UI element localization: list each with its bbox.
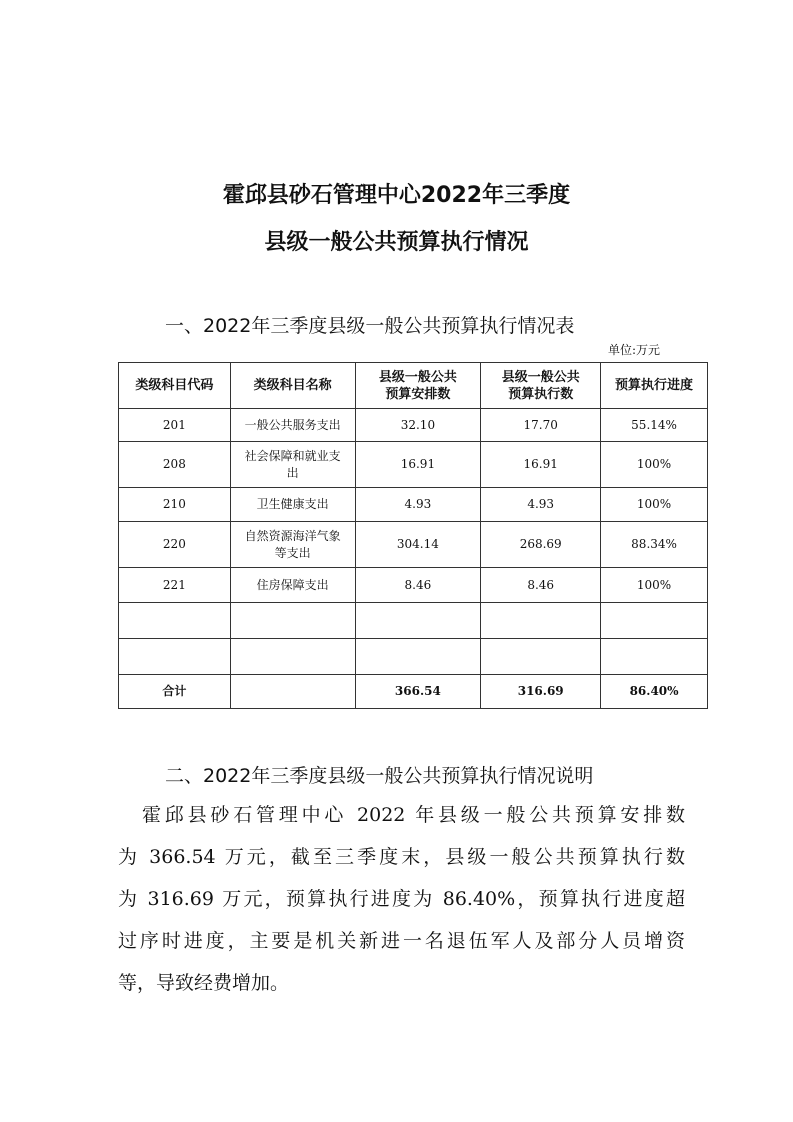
table-header-row xyxy=(119,363,708,409)
cell-budget xyxy=(355,603,481,639)
cell-code: 208 xyxy=(119,442,231,488)
table-row xyxy=(119,488,708,522)
cell-budget: 8.46 xyxy=(355,568,481,603)
cell-executed: 4.93 xyxy=(481,488,601,522)
table-row xyxy=(119,639,708,675)
cell-progress: 88.34% xyxy=(601,522,708,568)
total-executed: 316.69 xyxy=(481,675,601,709)
budget-table xyxy=(118,362,708,709)
cell-progress: 100% xyxy=(601,488,708,522)
cell-name xyxy=(230,639,355,675)
cell-budget: 32.10 xyxy=(355,409,481,442)
document-title-line1: 霍邱县砂石管理中心2022年三季度 xyxy=(222,183,571,208)
header-budget xyxy=(355,363,481,409)
cell-name: 住房保障支出 xyxy=(230,568,355,603)
header-name: 类级科目名称 xyxy=(230,363,355,409)
cell-code: 221 xyxy=(119,568,231,603)
table-row xyxy=(119,522,708,568)
paragraph-line: 等，导致经费增加。 xyxy=(118,972,290,994)
total-progress: 86.40% xyxy=(601,675,708,709)
header-progress: 预算执行进度 xyxy=(601,363,708,409)
section2-heading: 二、2022年三季度县级一般公共预算执行情况说明 xyxy=(165,765,594,787)
section1-heading: 一、2022年三季度县级一般公共预算执行情况表 xyxy=(165,315,575,337)
cell-progress: 55.14% xyxy=(601,409,708,442)
cell-code: 210 xyxy=(119,488,231,522)
cell-name: 一般公共服务支出 xyxy=(230,409,355,442)
cell-name: 卫生健康支出 xyxy=(230,488,355,522)
header-budget-l1: 县级一般公共 xyxy=(378,369,457,385)
paragraph-line: 为 366.54 万元，截至三季度末，县级一般公共预算执行数 xyxy=(118,846,685,868)
cell-executed: 268.69 xyxy=(481,522,601,568)
cell-progress xyxy=(601,603,708,639)
cell-name xyxy=(230,603,355,639)
paragraph-line: 为 316.69 万元，预算执行进度为 86.40%，预算执行进度超 xyxy=(118,888,685,910)
cell-budget: 304.14 xyxy=(355,522,481,568)
cell-executed xyxy=(481,603,601,639)
cell-code xyxy=(119,603,231,639)
cell-executed xyxy=(481,639,601,675)
cell-budget: 16.91 xyxy=(355,442,481,488)
cell-executed: 17.70 xyxy=(481,409,601,442)
cell-progress: 100% xyxy=(601,442,708,488)
cell-executed: 8.46 xyxy=(481,568,601,603)
total-code: 合计 xyxy=(119,675,231,709)
table-row xyxy=(119,568,708,603)
total-budget: 366.54 xyxy=(355,675,481,709)
cell-budget: 4.93 xyxy=(355,488,481,522)
document-title-line2: 县级一般公共预算执行情况 xyxy=(264,230,529,255)
explanation-paragraph xyxy=(118,794,685,1004)
cell-code: 201 xyxy=(119,409,231,442)
cell-name: 社会保障和就业支出 xyxy=(230,442,355,488)
header-executed-l2: 预算执行数 xyxy=(508,386,574,402)
total-name xyxy=(230,675,355,709)
table-row xyxy=(119,409,708,442)
header-budget-l2: 预算安排数 xyxy=(385,386,451,402)
cell-code xyxy=(119,639,231,675)
cell-progress xyxy=(601,639,708,675)
header-executed-l1: 县级一般公共 xyxy=(501,369,580,385)
cell-progress: 100% xyxy=(601,568,708,603)
table-row xyxy=(119,603,708,639)
table-row xyxy=(119,442,708,488)
cell-code: 220 xyxy=(119,522,231,568)
cell-budget xyxy=(355,639,481,675)
header-executed xyxy=(481,363,601,409)
paragraph-line: 霍邱县砂石管理中心 2022 年县级一般公共预算安排数 xyxy=(142,804,685,826)
header-code: 类级科目代码 xyxy=(119,363,231,409)
table-total-row xyxy=(119,675,708,709)
unit-label: 单位:万元 xyxy=(608,343,661,357)
paragraph-line: 过序时进度，主要是机关新进一名退伍军人及部分人员增资 xyxy=(118,930,685,952)
cell-name: 自然资源海洋气象等支出 xyxy=(230,522,355,568)
cell-executed: 16.91 xyxy=(481,442,601,488)
